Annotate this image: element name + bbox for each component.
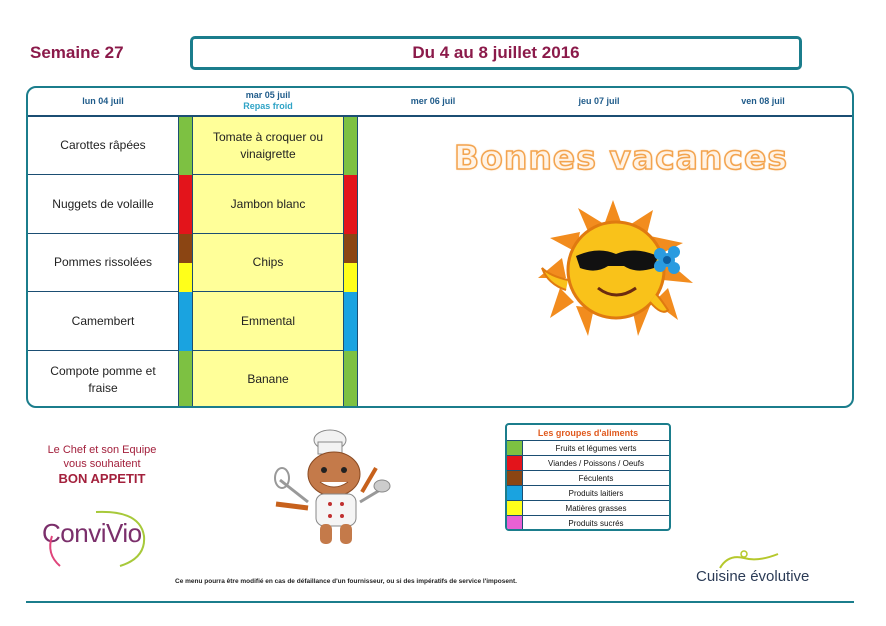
monday-dish-4: Camembert: [28, 292, 178, 351]
date-range-title: Du 4 au 8 juillet 2016: [190, 36, 802, 70]
cuisine-evolutive-logo: Cuisine évolutive: [696, 568, 809, 585]
day-header-thursday: jeu 07 juil: [578, 96, 620, 106]
food-group-strip: [178, 351, 193, 408]
legend-label: Féculents: [578, 473, 614, 483]
food-group-strip: [178, 234, 193, 263]
legend-swatch: [507, 471, 523, 485]
monday-dish-2: Nuggets de volaille: [28, 175, 178, 234]
disclaimer-text: Ce menu pourra être modifié en cas de défaillance d'un fournisseur, ou si des impératifs de service l'imposent.: [175, 578, 517, 585]
food-group-strip: [343, 175, 358, 234]
monday-dish-5: Compote pomme et fraise: [50, 363, 156, 395]
day-header-wednesday: mer 06 juil: [410, 96, 456, 106]
tuesday-dish-2: Jambon blanc: [193, 175, 343, 234]
legend-row: [507, 471, 669, 486]
bon-appetit-text: BON APPETIT: [58, 471, 146, 486]
tuesday-dish-1: Tomate à croquer ou vinaigrette: [193, 117, 343, 175]
food-group-strip: [178, 117, 193, 175]
legend-row: [507, 456, 669, 471]
food-group-strip: [343, 292, 358, 351]
food-group-strip: [343, 263, 358, 292]
footer-divider: [26, 601, 854, 603]
menu-table: [26, 86, 854, 408]
food-group-strip: [343, 351, 358, 408]
food-group-strip: [343, 234, 358, 263]
chef-message: [40, 443, 164, 486]
chef-message-line2: vous souhaitent: [63, 458, 141, 470]
food-group-strip: [343, 117, 358, 175]
legend-swatch: [507, 441, 523, 455]
convivio-swirl-icon: [36, 506, 154, 572]
chef-message-line1: Le Chef et son Equipe: [47, 444, 157, 456]
sun-mascot-icon: [528, 198, 698, 338]
week-label: Semaine 27: [30, 43, 124, 62]
day-header-tuesday: mar 05 juil Repas froid: [243, 90, 293, 111]
legend-label: Produits laitiers: [568, 488, 624, 498]
food-group-legend: [505, 423, 671, 531]
legend-label: Matières grasses: [565, 503, 627, 513]
food-group-strip: [178, 292, 193, 351]
legend-swatch: [507, 501, 523, 515]
vacation-banner: Bonnes vacances: [454, 138, 789, 177]
legend-row: [507, 441, 669, 456]
food-group-strip: [178, 175, 193, 234]
monday-dish-1: Carottes râpées: [28, 117, 178, 175]
cuisine-evolutive-arc-icon: [714, 548, 784, 570]
legend-title: Les groupes d'aliments: [507, 425, 669, 441]
legend-label: Fruits et légumes verts: [555, 443, 637, 453]
tuesday-dish-4: Emmental: [193, 292, 343, 351]
tuesday-dish-3: Chips: [193, 234, 343, 292]
food-group-strip: [178, 263, 193, 292]
monday-dish-3: Pommes rissolées: [28, 234, 178, 292]
legend-row: [507, 516, 669, 531]
legend-row: [507, 486, 669, 501]
legend-label: Viandes / Poissons / Oeufs: [548, 458, 644, 468]
gingerbread-chef-icon: [272, 420, 422, 550]
legend-swatch: [507, 516, 523, 531]
legend-row: [507, 501, 669, 516]
legend-swatch: [507, 486, 523, 500]
convivio-logo: ConviVio: [42, 518, 142, 549]
day-header-monday: lun 04 juil: [82, 96, 124, 106]
legend-swatch: [507, 456, 523, 470]
tuesday-dish-5: Banane: [193, 351, 343, 408]
legend-label: Produits sucrés: [568, 519, 624, 528]
day-header-friday: ven 08 juil: [741, 96, 785, 106]
